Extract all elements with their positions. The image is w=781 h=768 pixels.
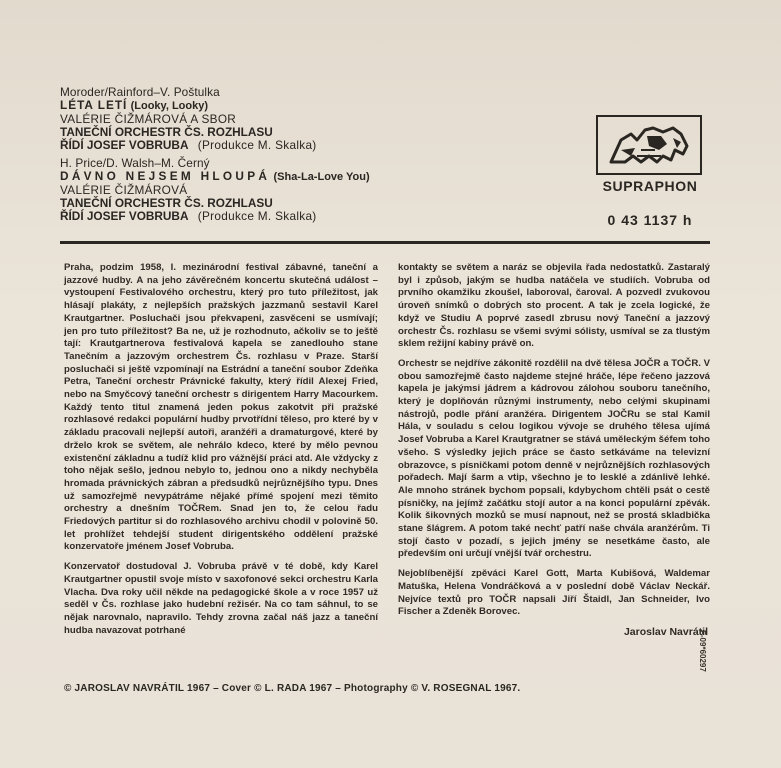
track-credits: H. Price/D. Walsh–M. Černý	[60, 156, 210, 170]
liner-paragraph: Orchestr se nejdříve zákonitě rozdělil na dvě tělesa JOČR a TOČR. V obou samozřejmě často najdeme stejné hráče, lépe řečeno jazzová kapela je jakýmsi jádrem a kádrovou zálohou souboru tanečního, který je doplňován různými instrumenty, nebo celými skupinami nástrojů, podle přání aranžéra. Dirigentem JOČRu se stal Kamil Hála, v souladu s celou logikou vývoje se druhého tělesa ujímá Josef Vobruba a Karel Krautgratner se stává uměleckým šéfem toho všeho. S výsledky jejich práce se často setkáváme na televizní obrazovce, s písničkami potom denně v nejrůznějších rozhlasových pořadech. Mají šarm a vtip, všechno je to lesklé a zdánlivě lehké. Ale mnoho stránek bychom popsali, kdybychom chtěli psát o cestě písničky, na jejímž začátku stojí autor a na konci populární zpěvák. Kolik šikovných mozků se musí napnout, než se prostá skladbička stane šlágrem. A potom také nechť patří naše chvála aranžérům. Ti stojí často v pozadí, s jejich jmény se nesetkáme často, ale především oni určují vnější tvář orchestru.	[398, 357, 710, 560]
track-list	[60, 86, 580, 228]
track-conductor: ŘÍDÍ JOSEF VOBRUBA	[60, 138, 189, 152]
copyright-line: © JAROSLAV NAVRÁTIL 1967 – Cover © L. RADA 1967 – Photography © V. ROSEGNAL 1967.	[64, 683, 521, 694]
print-code: F-09*60297	[698, 630, 707, 672]
catalog-number: 0 43 1137 h	[607, 212, 693, 228]
track-orchestra: TANEČNÍ ORCHESTR ČS. ROZHLASU	[60, 125, 273, 139]
track-producer: (Produkce M. Skalka)	[197, 209, 317, 223]
track-performer: VALÉRIE ČIŽMÁROVÁ	[60, 183, 188, 197]
liner-paragraph: kontakty se světem a naráz se objevila řada nedostatků. Zastaralý byl i způsob, jakým se hudba natáčela ve studiích. Vobruba od prvního okamžiku zkoušel, laboroval, čaroval. A pozvedl zvukovou úroveň snímků o dobrých sto procent. A tak je zcela logické, že když ve Studiu A poprvé zasedl zbrusu nový Taneční a jazzový orchestr Čs. rozhlasu se všemi svými sólisty, usmíval se za tlustým sklem režijní kabiny právě on.	[398, 262, 710, 350]
author-signature: Jaroslav Navrátil	[623, 625, 708, 638]
track-title: LÉTA LETÍ	[60, 98, 128, 112]
track-1	[60, 86, 580, 152]
supraphon-lion-logo-icon	[596, 115, 702, 175]
label-brand: SUPRAPHON	[602, 178, 698, 194]
divider-rule	[60, 241, 710, 244]
track-orchestra: TANEČNÍ ORCHESTR ČS. ROZHLASU	[60, 196, 273, 210]
liner-notes-right-column	[398, 262, 710, 639]
liner-notes-left-column	[64, 262, 378, 644]
track-credits: Moroder/Rainford–V. Poštulka	[60, 85, 220, 99]
liner-paragraph: Praha, podzim 1958, I. mezinárodní festival zábavné, taneční a jazzové hudby. A na jeho závěrečném koncertu skutečná událost – vystoupení Festivalového orchestru, který pro tuto příležitost, jak hlásají plakáty, z nejlepších pražských jazzmanů sestavil Karel Krautgartner. Posluchači jsou překvapeni, zasvěceni se usmívají; jen pro tuto příležitost? Ba ne, už je rozhodnuto, ačkoliv se to ještě tají: Krautgartnerova festivalová kapela se zanedlouho stane Tanečním a jazzovým orchestrem Čs. rozhlasu v Praze. Starší posluchači si ještě vzpomínají na Estrádní a taneční soubor Zdeňka Petra, Taneční orchestr Právnické fakulty, který řídil Alexej Fried, nebo na Smyčcový taneční orchestr s dirigentem Harry Macourkem. Každý tento titul znamená jeden pokus zakotvit při pražské rozhlasové redakci populární hudby prvotřídní těleso, pro které by v základu pracovali nejlepší autoři, aranžéři a dramaturgové, které by drželo krok se světem, ale nehrálo kdeco, které by mělo pevnou existenční základnu a tudíž klid pro vážnější práci atd. Ale vždycky z toho nějak sešlo, jednou nebylo to, jednou ono a nikdy nechyběla hromada právnických zábran a předsudků nejrůznějšího typu. Dnes už samozřejmě nevypátráme nějaké přímé spojení mezi těmito orchestry a dnešním TOČRem. Snad jen to, že celou řadu Friedových partitur si do rozhlasového archivu chodil v polovině 50. let prohlížet tehdejší student dirigentského oddělení pražské konzervatoře jménem Josef Vobruba.	[64, 262, 378, 553]
track-original-title: (Sha-La-Love You)	[273, 171, 370, 183]
track-2	[60, 157, 580, 223]
track-performer: VALÉRIE ČIŽMÁROVÁ A SBOR	[60, 112, 237, 126]
liner-paragraph: Nejoblíbenější zpěváci Karel Gott, Marta Kubišová, Waldemar Matuška, Helena Vondráčková a v poslední době Václav Neckář. Nejvíce textů pro TOČR napsali Jiří Štaidl, Jan Schneider, Ivo Fischer a Zdeněk Borovec.	[398, 568, 710, 618]
track-title: DÁVNO NEJSEM HLOUPÁ	[60, 169, 271, 183]
track-conductor: ŘÍDÍ JOSEF VOBRUBA	[60, 209, 189, 223]
lion-emblem-icon	[601, 120, 697, 170]
track-producer: (Produkce M. Skalka)	[197, 138, 317, 152]
liner-paragraph: Konzervatoř dostudoval J. Vobruba právě v té době, kdy Karel Krautgartner opustil svoje místo v saxofonové sekci orchestru Karla Vlacha. Dva roky učil někde na pedagogické škole a v roce 1957 už seděl v Čs. rozhlase jako hudební režisér. Na co tam sáhnul, to se nějak narovnalo, napravilo. Tehdy zrovna začal náš jazz a taneční hudba navazovat potrhané	[64, 561, 378, 636]
track-original-title: (Looky, Looky)	[130, 100, 209, 112]
